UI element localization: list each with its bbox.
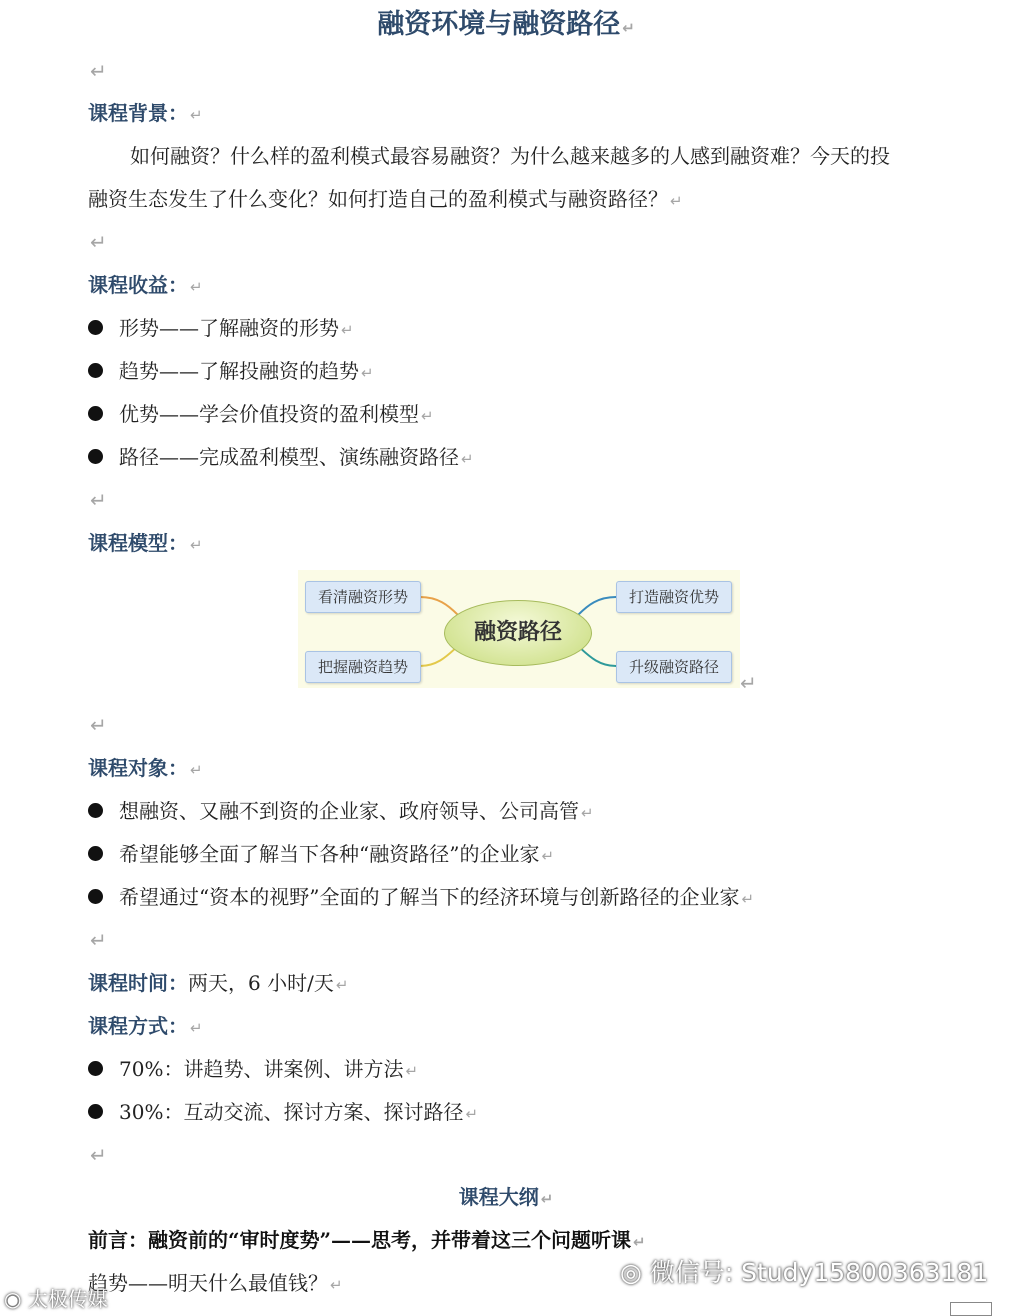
node-see-financing-situation: 看清融资形势 [305,581,421,613]
wechat-icon: ◎ [620,1258,642,1287]
audience-item: 想融资、又融不到资的企业家、政府领导、公司高管 ↵ [88,798,594,826]
bullet-icon [88,889,103,904]
method-heading: 课程方式： ↵ [88,1014,203,1038]
mind-map-center: 融资路径 [444,600,592,666]
mind-map-diagram [298,570,740,688]
model-heading: 课程模型： ↵ [88,531,203,555]
benefit-item: 路径——完成盈利模型、演练融资路径 ↵ [88,444,474,472]
logo-icon: ◉ [4,1287,22,1311]
document-title: 融资环境与融资路径 ↵ [377,9,635,40]
benefit-item: 优势——学会价值投资的盈利模型 ↵ [88,401,434,429]
empty-paragraph: ↵ [90,713,107,737]
bullet-icon [88,1061,103,1076]
method-item: 70%：讲趋势、讲案例、讲方法 ↵ [88,1056,418,1084]
bullet-icon [88,803,103,818]
method-item: 30%：互动交流、探讨方案、探讨路径 ↵ [88,1099,478,1127]
left-watermark: ◉ 太极传媒 [4,1287,108,1311]
empty-paragraph: ↵ [90,928,107,952]
wechat-watermark: ◎ 微信号: Study15800363181 [620,1258,989,1287]
background-text-line2: 融资生态发生了什么变化？如何打造自己的盈利模式与融资路径？ ↵ [88,187,683,211]
outline-question-1: 趋势——明天什么最值钱？ ↵ [88,1271,343,1295]
time-line: 课程时间：两天，6 小时/天 ↵ [88,971,349,995]
bullet-icon [88,363,103,378]
bullet-icon [88,846,103,861]
paragraph-mark: ↵ [740,671,757,695]
node-upgrade-financing-path: 升级融资路径 [616,651,732,683]
page-corner-mark [950,1302,992,1316]
bullet-icon [88,406,103,421]
bullet-icon [88,320,103,335]
empty-paragraph: ↵ [90,59,107,83]
bullet-icon [88,1104,103,1119]
audience-item: 希望能够全面了解当下各种“融资路径”的企业家 ↵ [88,841,554,869]
empty-paragraph: ↵ [90,1143,107,1167]
benefit-item: 趋势——了解投融资的趋势 ↵ [88,358,374,386]
audience-heading: 课程对象： ↵ [88,756,203,780]
node-build-financing-advantage: 打造融资优势 [616,581,732,613]
empty-paragraph: ↵ [90,230,107,254]
background-text-line1: 如何融资？什么样的盈利模式最容易融资？为什么越来越多的人感到融资难？今天的投 [130,144,890,168]
benefits-heading: 课程收益： ↵ [88,273,203,297]
node-grasp-financing-trend: 把握融资趋势 [305,651,421,683]
background-heading: 课程背景： ↵ [88,101,203,125]
audience-item: 希望通过“资本的视野”全面的了解当下的经济环境与创新路径的企业家 ↵ [88,884,754,912]
benefit-item: 形势——了解融资的形势 ↵ [88,315,354,343]
outline-intro: 前言：融资前的“审时度势”——思考，并带着这三个问题听课 ↵ [88,1228,646,1252]
bullet-icon [88,449,103,464]
empty-paragraph: ↵ [90,488,107,512]
outline-title: 课程大纲 ↵ [458,1185,554,1209]
